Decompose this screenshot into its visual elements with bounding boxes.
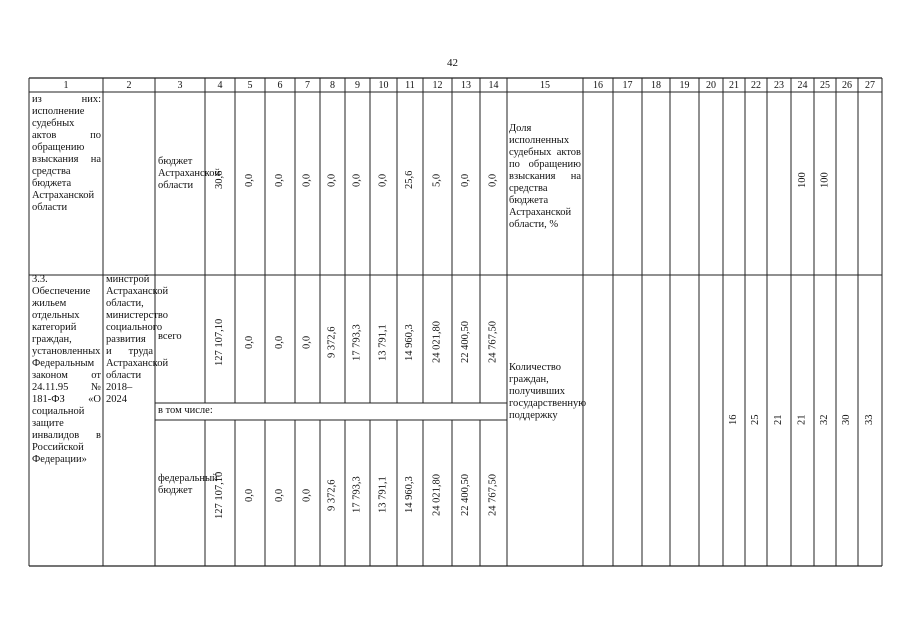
- row-a-value-col-11: 25,6: [404, 170, 415, 190]
- header-col-9: 9: [355, 80, 360, 91]
- row-b-federal-label: федеральный бюджет: [158, 473, 218, 496]
- row-b-federal-value-col-9: 17 793,3: [351, 476, 363, 514]
- row-b-target-col-22: 25: [750, 414, 761, 426]
- header-col-5: 5: [247, 80, 253, 91]
- row-b-total-value-col-14: 24 767,50: [487, 321, 499, 364]
- row-b-total-value-col-12: 24 021,80: [431, 321, 443, 364]
- row-b-including-label: в том числе:: [158, 405, 213, 416]
- row-a-value-col-4: 30,6: [214, 170, 225, 190]
- header-col-19: 19: [679, 80, 690, 91]
- row-a-target-25: 100: [819, 172, 831, 188]
- row-b-target-col-25: 32: [819, 414, 830, 426]
- header-col-17: 17: [622, 80, 633, 91]
- row-a-value-col-7: 0,0: [301, 173, 313, 187]
- row-b-target-col-23: 21: [773, 414, 784, 426]
- header-col-22: 22: [751, 80, 761, 91]
- row-b-target-col-24: 21: [796, 414, 808, 426]
- row-a-value-col-6: 0,0: [274, 173, 285, 187]
- row-a-value-col-5: 0,0: [244, 173, 255, 187]
- row-b-responsible: минстрой Астраханской области, министерство социального развития и труда Астраханской области 2018–2024: [106, 274, 169, 405]
- header-col-2: 2: [126, 80, 132, 91]
- row-a-value-col-8: 0,0: [326, 173, 338, 187]
- header-col-1: 1: [63, 80, 69, 91]
- row-b-total-value-col-9: 17 793,3: [351, 324, 363, 361]
- row-b-indicator: Количество граждан, получивших государственную поддержку: [509, 362, 587, 421]
- header-col-23: 23: [774, 80, 784, 91]
- header-col-26: 26: [842, 80, 852, 91]
- row-b-total-value-col-8: 9 372,6: [326, 326, 338, 359]
- header-col-10: 10: [378, 80, 389, 91]
- header-col-15: 15: [540, 80, 550, 91]
- row-b-federal-value-col-11: 14 960,3: [404, 476, 415, 514]
- row-b-total-value-col-13: 22 400,50: [460, 321, 471, 364]
- row-a-value-col-12: 5,0: [431, 173, 443, 187]
- header-col-25: 25: [820, 80, 830, 91]
- row-a-value-col-9: 0,0: [351, 173, 363, 187]
- header-col-14: 14: [488, 80, 499, 91]
- row-a-value-col-13: 0,0: [460, 173, 471, 187]
- row-b-total-label: всего: [158, 331, 182, 342]
- row-b-federal-value-col-5: 0,0: [244, 488, 255, 502]
- row-a-name: из них: исполнение судебных актов по обращению взыскания на средства бюджета Астраханской области: [32, 94, 101, 213]
- row-b-target-col-21: 16: [728, 414, 739, 426]
- header-col-27: 27: [865, 80, 875, 91]
- row-b-total-value-col-6: 0,0: [274, 335, 285, 350]
- row-b-name: 3.3. Обеспечение жильем отдельных категорий граждан, установленных Федеральным законом от 24.11.95 № 181-ФЗ «О социальной защите инвалидов в Российской Федерации»: [32, 274, 101, 465]
- row-b-target-col-26: 30: [841, 414, 852, 426]
- header-col-21: 21: [729, 80, 739, 91]
- header-col-6: 6: [277, 80, 283, 91]
- header-col-24: 24: [797, 80, 808, 91]
- header-col-12: 12: [432, 80, 443, 91]
- row-b-federal-value-col-10: 13 791,1: [377, 476, 389, 514]
- row-a-value-col-10: 0,0: [377, 173, 389, 187]
- row-a-value-col-14: 0,0: [487, 173, 499, 187]
- row-b-federal-value-col-8: 9 372,6: [326, 479, 338, 511]
- header-col-8: 8: [330, 80, 335, 91]
- row-b-federal-value-col-4: 127 107,10: [214, 471, 225, 519]
- row-a-indicator: Доля исполненных судебных актов по обращению взыскания на средства бюджета Астраханской области, %: [509, 123, 581, 230]
- row-b-total-value-col-4: 127 107,10: [214, 318, 225, 367]
- header-col-13: 13: [461, 80, 471, 91]
- header-col-3: 3: [177, 80, 183, 91]
- row-b-total-value-col-10: 13 791,1: [377, 324, 389, 361]
- page-number: 42: [447, 57, 458, 69]
- row-b-total-value-col-5: 0,0: [244, 335, 255, 350]
- header-col-16: 16: [593, 80, 603, 91]
- header-col-4: 4: [217, 80, 223, 91]
- header-col-11: 11: [405, 80, 415, 91]
- row-b-federal-value-col-12: 24 021,80: [431, 474, 443, 516]
- row-a-source: бюджет Астраханской области: [158, 156, 221, 191]
- header-col-18: 18: [651, 80, 661, 91]
- row-b-federal-value-col-13: 22 400,50: [460, 474, 471, 516]
- row-a-target-24: 100: [797, 172, 808, 188]
- header-col-20: 20: [706, 80, 716, 91]
- row-b-target-col-27: 33: [864, 414, 875, 426]
- row-b-federal-value-col-14: 24 767,50: [487, 474, 499, 516]
- row-b-federal-value-col-7: 0,0: [301, 488, 313, 502]
- row-b-total-value-col-7: 0,0: [301, 335, 313, 350]
- row-b-total-value-col-11: 14 960,3: [404, 324, 415, 361]
- row-b-federal-value-col-6: 0,0: [274, 488, 285, 502]
- header-col-7: 7: [305, 80, 310, 91]
